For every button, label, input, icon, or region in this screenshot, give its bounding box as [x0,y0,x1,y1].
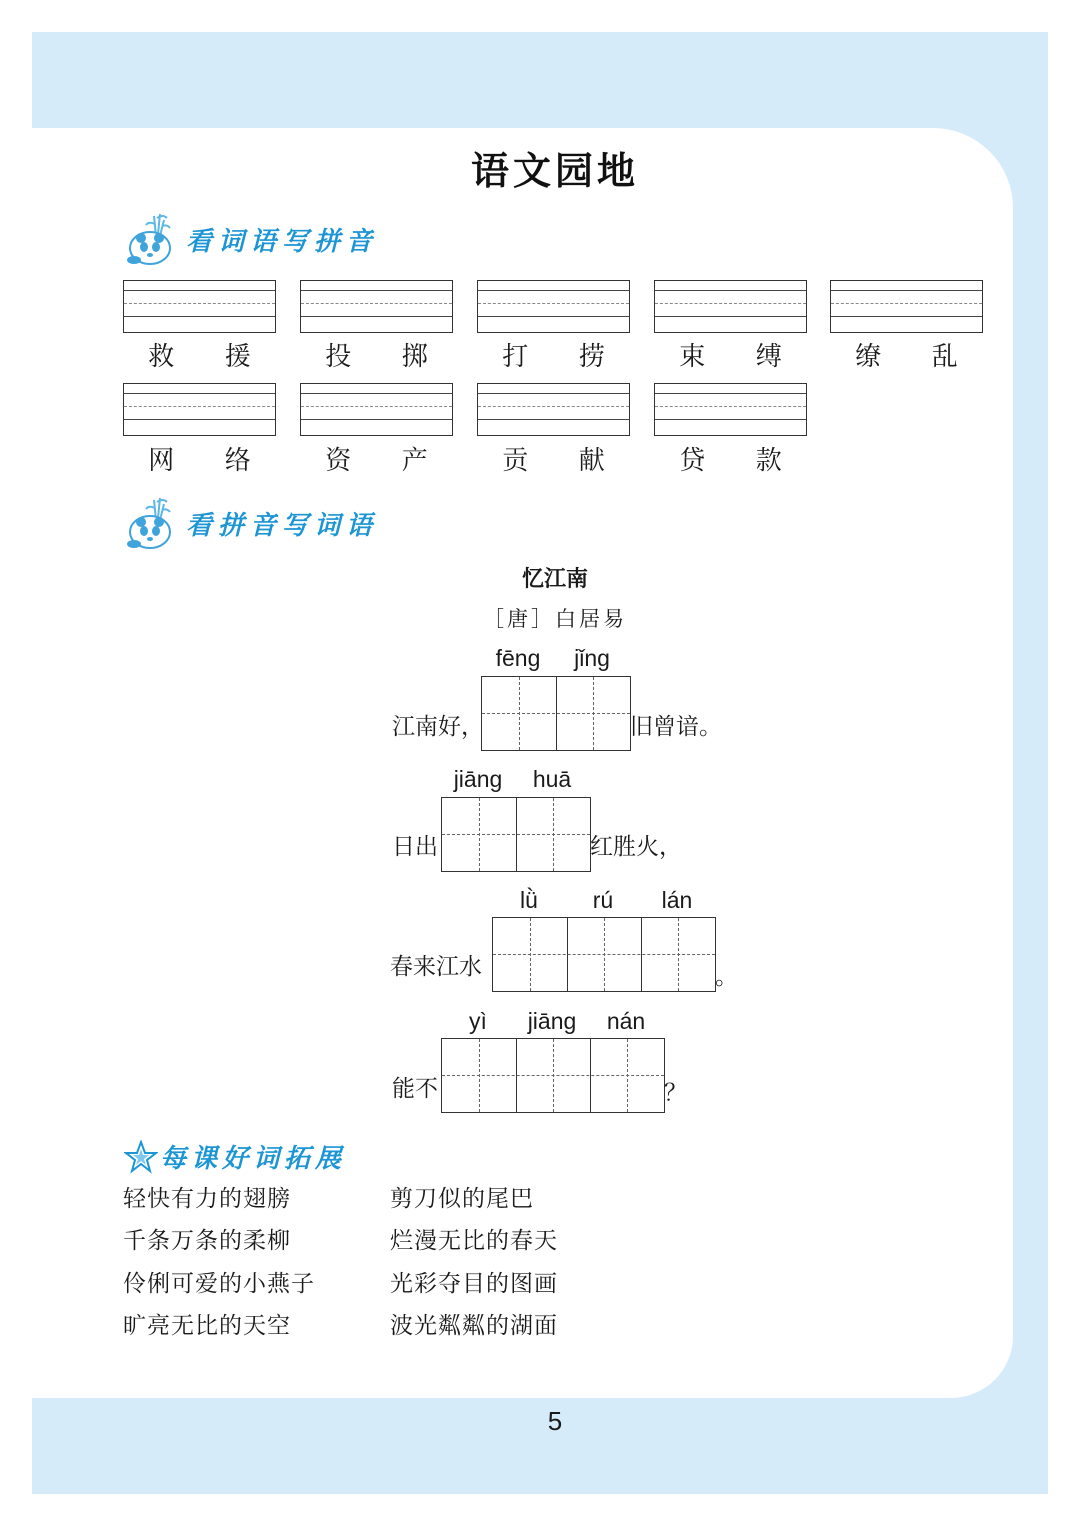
vocabulary-phrase: 轻快有力的翅膀 [123,1186,291,1212]
pinyin-hint: lán [661,887,693,913]
vocabulary-word: 打 捞 [502,342,605,372]
poem-title: 忆江南 [521,567,588,592]
section-heading-text: 看拼音写词语 [186,510,379,541]
star-icon [124,1140,158,1174]
pinyin-hint: rú [592,887,614,913]
section-heading-write-pinyin [124,212,378,266]
vocabulary-phrase: 千条万条的柔柳 [123,1228,291,1254]
vocabulary-phrase: 烂漫无比的春天 [390,1228,558,1254]
vocabulary-phrase: 伶俐可爱的小燕子 [123,1271,315,1297]
poem-author: ［唐］白居易 [483,607,627,631]
poem-line-text: 江南好， [392,714,484,740]
character-writing-grid[interactable] [492,917,716,992]
vocabulary-phrase: 旷亮无比的天空 [123,1313,291,1339]
section-heading-text: 每课好词拓展 [160,1144,347,1174]
pinyin-hint: jǐng [574,645,610,671]
pinyin-hint: yì [469,1008,487,1034]
poem-line-text: 。 [715,964,738,990]
pinyin-writing-box[interactable] [477,280,630,333]
pinyin-writing-box[interactable] [654,383,807,436]
vocabulary-phrase: 剪刀似的尾巴 [390,1186,534,1212]
panda-bamboo-icon [124,212,182,266]
vocabulary-phrase: 光彩夺目的图画 [390,1271,558,1297]
pinyin-hint: fēng [495,645,541,671]
character-writing-grid[interactable] [481,676,631,751]
pinyin-hint: lǜ [520,887,538,913]
pinyin-hint: jiāng [527,1008,577,1034]
pinyin-writing-box[interactable] [123,280,276,333]
pinyin-hint: nán [606,1008,646,1034]
poem-line-text: 春来江水 [390,954,482,980]
pinyin-writing-box[interactable] [300,383,453,436]
vocabulary-word: 投 掷 [325,342,428,372]
vocabulary-word: 资 产 [325,446,428,476]
pinyin-writing-box[interactable] [300,280,453,333]
character-writing-grid[interactable] [441,1038,665,1113]
section-heading-text: 看词语写拼音 [186,226,379,257]
pinyin-writing-box[interactable] [654,280,807,333]
section-heading-write-words [124,496,378,550]
pinyin-hint: jiāng [453,766,503,792]
character-writing-grid[interactable] [441,797,591,872]
vocabulary-word: 贡 献 [502,446,605,476]
pinyin-hint: huā [532,766,572,792]
vocabulary-word: 缭 乱 [855,342,958,372]
page-title: 语文园地 [470,149,639,193]
vocabulary-word: 束 缚 [679,342,782,372]
poem-line-text: 旧曾谙。 [630,714,722,740]
poem-line-text: 日出 [392,834,438,860]
pinyin-writing-box[interactable] [477,383,630,436]
vocabulary-phrase: 波光粼粼的湖面 [390,1313,558,1339]
poem-line-text: 能不 [392,1076,438,1102]
page-number: 5 [547,1406,563,1436]
poem-line-text: 红胜火， [590,834,682,860]
section-heading-vocabulary-extension [124,1138,346,1175]
pinyin-writing-box[interactable] [830,280,983,333]
vocabulary-word: 贷 款 [679,446,782,476]
vocabulary-word: 救 援 [148,342,251,372]
poem-line-text: ？ [664,1080,687,1106]
pinyin-writing-box[interactable] [123,383,276,436]
vocabulary-word: 网 络 [148,446,251,476]
panda-bamboo-icon [124,496,182,550]
